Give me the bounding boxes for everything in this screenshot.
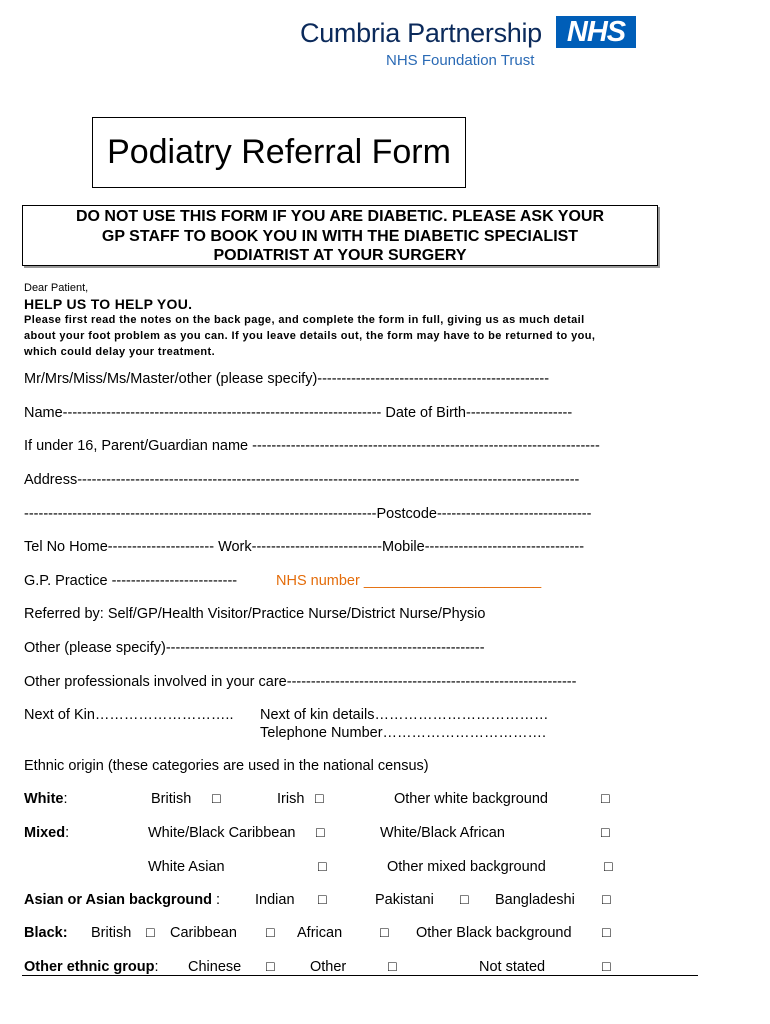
ethnic-intro: Ethnic origin (these categories are used in the national census): [24, 758, 429, 774]
address-field[interactable]: Address--------------------------------------------------------------------------------------------------------: [24, 472, 580, 488]
mixed-other-label: Other mixed background: [387, 859, 546, 875]
notes-line: which could delay your treatment.: [24, 346, 216, 358]
guardian-field[interactable]: If under 16, Parent/Guardian name ------------------------------------------------------------------------: [24, 438, 600, 454]
notes-line: about your foot problem as you can. If you leave details out, the form may have to be returned to you,: [24, 330, 596, 342]
postcode-field[interactable]: -------------------------------------------------------------------------Postcode--------------------------------: [24, 506, 592, 522]
org-name: Cumbria Partnership: [300, 18, 542, 48]
intro-notes: [24, 312, 595, 360]
colon: :: [154, 959, 159, 975]
other-chinese-label: Chinese: [188, 959, 242, 975]
mixed-label: Mixed: [24, 825, 66, 841]
colon: :: [63, 791, 68, 807]
next-of-kin-details-field[interactable]: Next of kin details………………………………: [260, 707, 549, 723]
white-irish-label: Irish: [277, 791, 305, 807]
white-british-label: British: [151, 791, 192, 807]
other-professionals-field[interactable]: Other professionals involved in your care------------------------------------------------------------: [24, 674, 577, 690]
black-caribbean-label: Caribbean: [170, 925, 237, 941]
mixed-wba-checkbox[interactable]: □: [601, 825, 610, 841]
other-chinese-checkbox[interactable]: □: [266, 959, 275, 975]
white-category: [24, 791, 68, 807]
notes-line: Please first read the notes on the back page, and complete the form in full, giving us as much detail: [24, 314, 585, 326]
white-irish-checkbox[interactable]: □: [315, 791, 324, 807]
black-african-checkbox[interactable]: □: [380, 925, 389, 941]
next-of-kin-telephone-field[interactable]: Telephone Number…………………………….: [260, 725, 547, 741]
mixed-wa-checkbox[interactable]: □: [318, 859, 327, 875]
black-other-label: Other Black background: [416, 925, 572, 941]
black-caribbean-checkbox[interactable]: □: [266, 925, 275, 941]
black-british-checkbox[interactable]: □: [146, 925, 155, 941]
asian-pakistani-checkbox[interactable]: □: [460, 892, 469, 908]
asian-category: [24, 892, 220, 908]
other-specify-field[interactable]: Other (please specify)------------------------------------------------------------------: [24, 640, 485, 656]
mixed-wbc-label: White/Black Caribbean: [148, 825, 296, 841]
next-of-kin-field[interactable]: Next of Kin………………………..: [24, 707, 234, 723]
mixed-wbc-checkbox[interactable]: □: [316, 825, 325, 841]
white-label: White: [24, 791, 64, 807]
black-african-label: African: [297, 925, 343, 941]
white-british-checkbox[interactable]: □: [212, 791, 221, 807]
mixed-category: [24, 825, 69, 841]
white-other-label: Other white background: [394, 791, 548, 807]
nhs-logo: NHS: [556, 16, 636, 48]
other-not-stated-label: Not stated: [479, 959, 546, 975]
trust-name: NHS Foundation Trust: [386, 52, 535, 69]
other-not-stated-checkbox[interactable]: □: [602, 959, 611, 975]
asian-indian-checkbox[interactable]: □: [318, 892, 327, 908]
warning-line: PODIATRIST AT YOUR SURGERY: [213, 247, 467, 264]
other-other-label: Other: [310, 959, 347, 975]
nhs-number-field[interactable]: NHS number ______________________: [276, 573, 542, 589]
black-label: Black:: [24, 925, 68, 941]
black-british-label: British: [91, 925, 132, 941]
mixed-other-checkbox[interactable]: □: [604, 859, 613, 875]
white-other-checkbox[interactable]: □: [601, 791, 610, 807]
greeting: Dear Patient,: [24, 282, 89, 294]
title-field[interactable]: Mr/Mrs/Miss/Ms/Master/other (please specify)------------------------------------------------: [24, 371, 550, 387]
asian-bangladeshi-checkbox[interactable]: □: [602, 892, 611, 908]
bottom-rule: [22, 975, 698, 976]
gp-practice-field[interactable]: G.P. Practice --------------------------: [24, 573, 238, 589]
other-ethnic-category: [24, 959, 159, 975]
telephone-field[interactable]: Tel No Home---------------------- Work---------------------------Mobile---------------------------------: [24, 539, 585, 555]
warning-line: GP STAFF TO BOOK YOU IN WITH THE DIABETIC SPECIALIST: [101, 227, 579, 245]
other-ethnic-label: Other ethnic group: [24, 959, 155, 975]
black-other-checkbox[interactable]: □: [602, 925, 611, 941]
asian-indian-label: Indian: [255, 892, 295, 908]
colon: :: [212, 892, 221, 908]
name-dob-field[interactable]: Name------------------------------------------------------------------ Date of Birth----------------------: [24, 405, 573, 421]
referred-by-field[interactable]: Referred by: Self/GP/Health Visitor/Practice Nurse/District Nurse/Physio: [24, 606, 486, 622]
asian-bangladeshi-label: Bangladeshi: [495, 892, 575, 908]
asian-pakistani-label: Pakistani: [375, 892, 434, 908]
mixed-wba-label: White/Black African: [380, 825, 505, 841]
help-heading: HELP US TO HELP YOU.: [24, 296, 193, 312]
diabetic-warning: [22, 205, 658, 266]
colon: :: [65, 825, 70, 841]
other-other-checkbox[interactable]: □: [388, 959, 397, 975]
asian-label: Asian or Asian background: [24, 892, 212, 908]
warning-line: DO NOT USE THIS FORM IF YOU ARE DIABETIC. PLEASE ASK YOUR: [75, 208, 605, 225]
form-title: Podiatry Referral Form: [92, 117, 466, 188]
mixed-wa-label: White Asian: [148, 859, 225, 875]
